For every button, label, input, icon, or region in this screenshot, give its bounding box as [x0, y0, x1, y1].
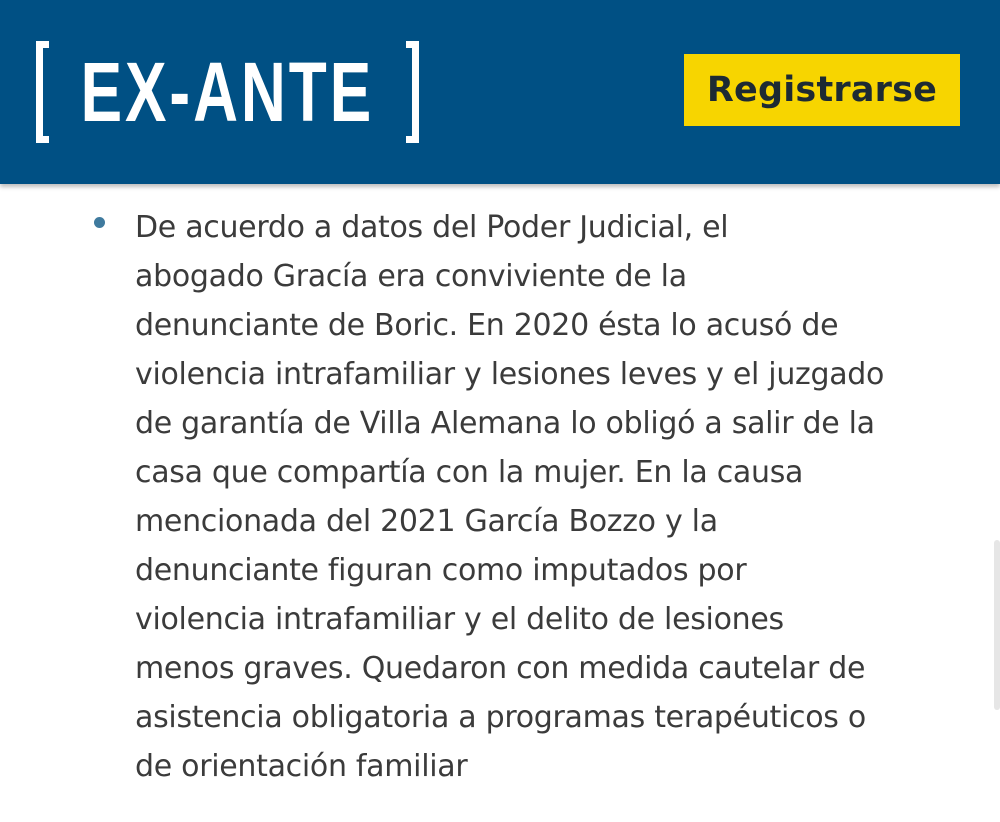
ex-ante-logo[interactable] [36, 38, 419, 146]
logo-left-bracket [36, 41, 49, 143]
logo-text: EX-ANTE [80, 45, 375, 139]
logo-right-bracket [406, 41, 419, 143]
page-scrollbar[interactable] [994, 540, 1000, 710]
register-button[interactable]: Registrarse [684, 54, 960, 126]
site-header [0, 0, 1000, 184]
bullet-point-icon [94, 217, 105, 228]
bullet-paragraph: De acuerdo a datos del Poder Judicial, el abogado Gracía era conviviente de la denunciante de Boric. En 2020 ésta lo acusó de violencia intrafamiliar y lesiones leves y el juzgado de garantía de Villa Alemana lo obligó a salir de la casa que compartía con la mujer. En la causa mencionada del 2021 García Bozzo y la denunciante figuran como imputados por violencia intrafamiliar y el delito de lesiones menos graves. Quedaron con medida cautelar de asistencia obligatoria a programas terapéuticos o de orientación familiar [135, 210, 885, 784]
